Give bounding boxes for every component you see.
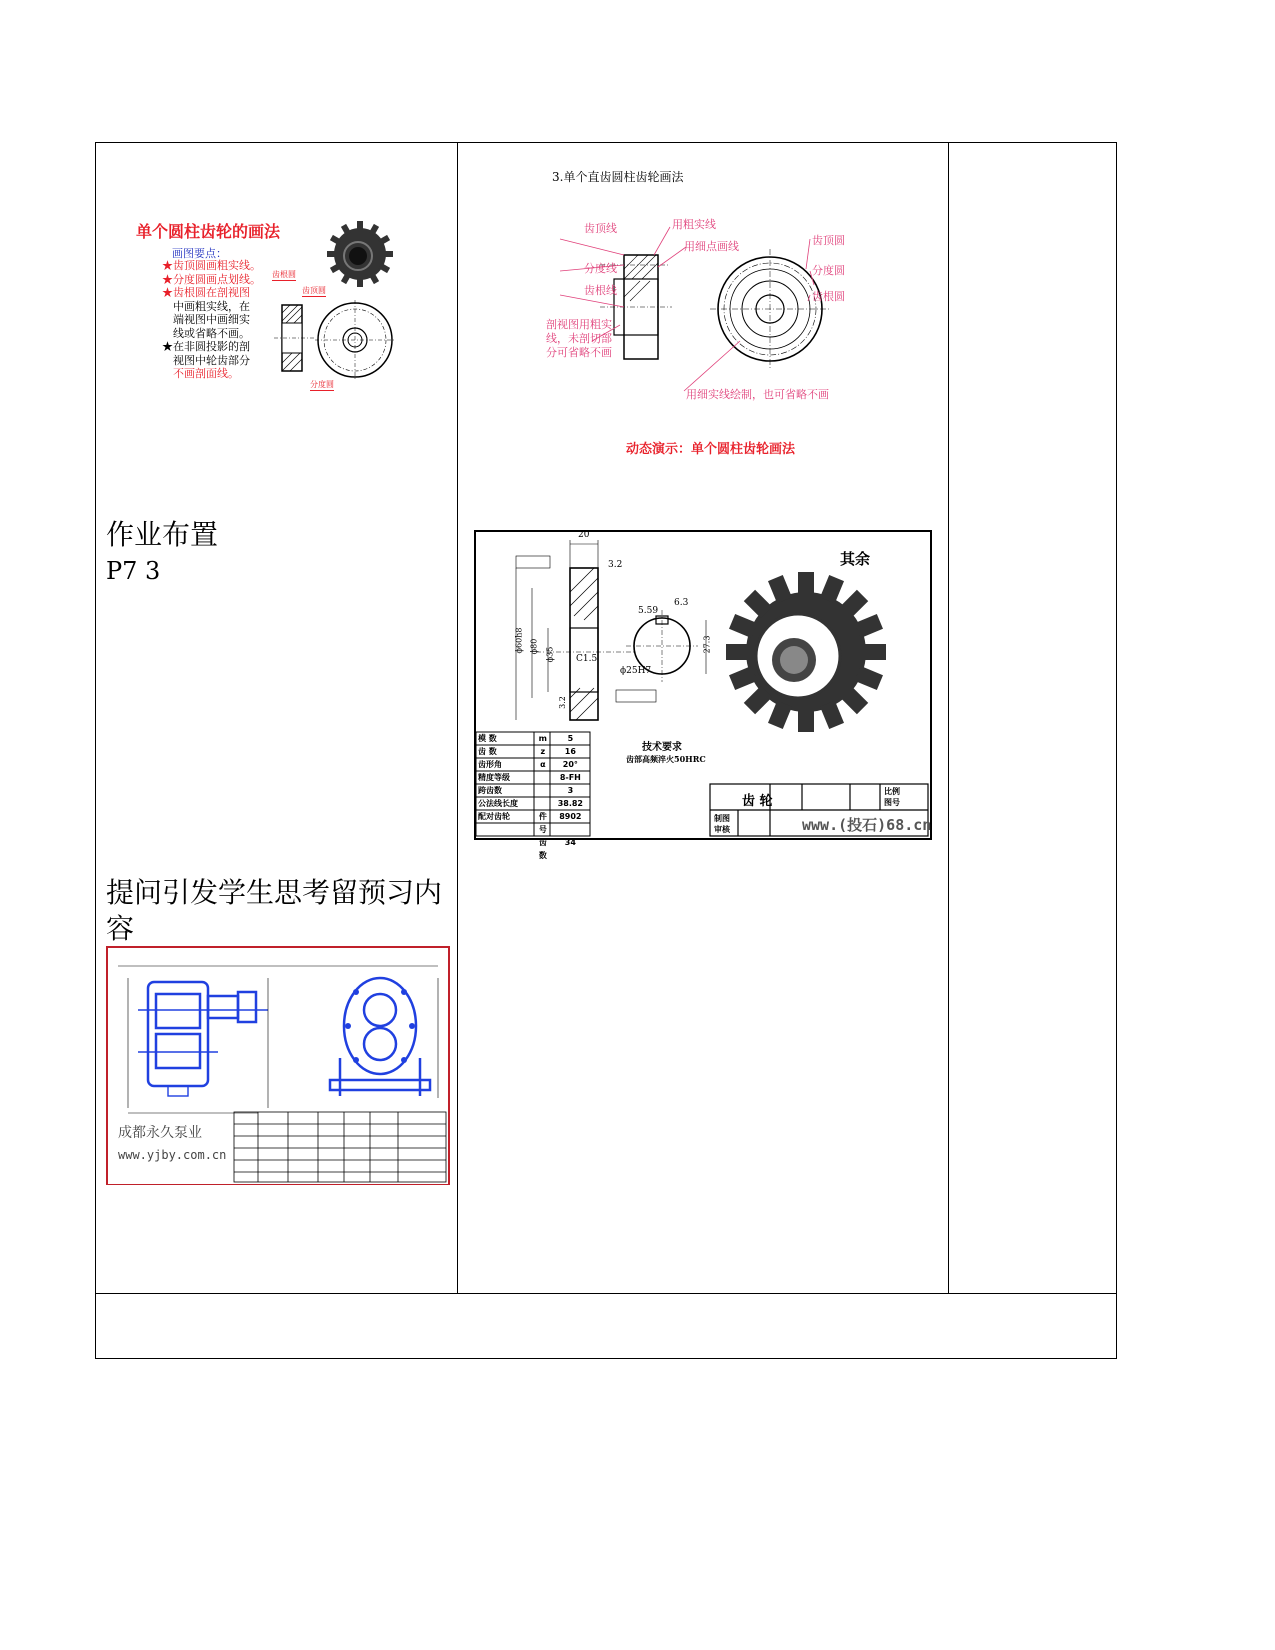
label-thick-line: 用粗实线	[672, 218, 716, 231]
title-block-drawing-no: 图号	[884, 797, 900, 807]
spur-gear-drawing-figure	[540, 205, 860, 405]
label-root-line: 齿根线	[584, 284, 617, 297]
table-col-divider-2	[948, 142, 949, 1293]
table-row: 模 数 m 5	[478, 734, 574, 743]
pump-company-url: www.yjby.com.cn	[118, 1148, 227, 1162]
table-border-top	[96, 142, 1116, 143]
question-text-line1: 提问引发学生思考留预习内	[106, 876, 443, 909]
demo-caption: 动态演示：单个圆柱齿轮画法	[626, 442, 796, 457]
table-row: 跨齿数 3	[478, 786, 574, 795]
table-row: 配对齿轮 件号 8902	[478, 812, 582, 834]
table-row: 齿形角 α 20°	[478, 760, 578, 769]
table-row: 精度等级 8-FH	[478, 773, 581, 782]
homework-title: 作业布置	[106, 518, 219, 551]
table-border-left	[95, 142, 96, 1359]
parameter-table	[476, 732, 590, 862]
gear-pump-assembly-drawing	[106, 946, 450, 1185]
table-row: 公法线长度 38.82	[478, 799, 583, 808]
gear-figure-title: 单个圆柱齿轮的画法	[136, 222, 281, 241]
key-point: 端视图中画细实	[173, 313, 250, 326]
label-bottom-note: 用细实线绘制，也可省略不画	[686, 388, 829, 401]
tech-requirements-text: 齿部高频淬火50HRC	[626, 754, 706, 764]
table-row: 齿数 34	[538, 838, 576, 860]
label-section-note-1: 剖视图用粗实	[546, 318, 612, 331]
dim-bore-fit: ϕ25H7	[620, 666, 652, 676]
label-section-note-2: 线，未剖切部	[546, 332, 612, 345]
dim-keyway-depth: 5.59	[638, 606, 659, 616]
gear-engineering-drawing	[474, 530, 932, 860]
dim-width: 20	[578, 530, 590, 540]
label-root-circle-right: 齿根圆	[812, 290, 845, 303]
label-pitch-circle: 分度圆	[310, 380, 334, 389]
key-points-title: 画图要点：	[172, 247, 227, 260]
pump-company-name: 成都永久泵业	[118, 1125, 202, 1141]
gear-3d-icon	[325, 219, 395, 289]
key-point: ★齿根圆在剖视图	[162, 286, 250, 299]
table-border-right	[1116, 142, 1117, 1359]
label-tip-circle: 齿顶圆	[302, 286, 326, 295]
key-point: 视图中轮齿部分	[173, 353, 250, 367]
dim-keyway-height: 27.3	[702, 635, 712, 654]
dim-hub: ϕ80	[529, 638, 539, 655]
dim-tip-diameter: ϕ60h8	[514, 627, 524, 654]
label-section-note-3: 分可省略不画	[546, 346, 612, 359]
question-text-line2: 容	[106, 912, 135, 945]
section-title: 3.单个直齿圆柱齿轮画法	[552, 170, 684, 184]
dim-bore: ϕ35	[545, 646, 555, 663]
key-points-list	[162, 259, 261, 381]
key-point: 中画粗实线，在	[173, 299, 250, 313]
key-point: ★齿顶圆画粗实线。	[162, 259, 261, 272]
label-pitch-circle-right: 分度圆	[812, 264, 845, 277]
gear-section-view	[270, 293, 320, 383]
tech-requirements-title: 技术要求	[642, 742, 682, 753]
dim-roughness: 3.2	[608, 560, 623, 570]
dim-keyway-width: 6.3	[674, 598, 689, 608]
key-point: 不画剖面线。	[173, 367, 239, 380]
table-row: 齿 数 z 16	[478, 747, 576, 756]
label-tip-line: 齿顶线	[584, 222, 617, 235]
key-point: ★在非圆投影的剖	[162, 340, 250, 353]
gear-end-view	[315, 300, 395, 380]
homework-value: P7 3	[106, 557, 161, 585]
table-border-bottom	[95, 1358, 1117, 1359]
table-col-divider-1	[457, 142, 458, 1293]
key-point: 线或省略不画。	[173, 326, 250, 340]
title-block-drafter: 制图	[714, 813, 730, 823]
table-row-divider	[95, 1293, 1117, 1294]
label-root-circle: 齿根圆	[272, 270, 296, 279]
title-block-scale: 比例	[884, 786, 900, 796]
dim-roughness-bottom: 3.2	[557, 696, 567, 709]
rest-surface-label: 其余	[840, 550, 871, 568]
dim-chamfer: C1.5	[576, 654, 598, 664]
label-pitch-line: 分度线	[584, 262, 617, 275]
part-name: 齿 轮	[742, 794, 773, 809]
key-point: ★分度圆画点划线。	[162, 272, 261, 286]
title-block-reviewer: 审核	[714, 824, 730, 834]
label-tip-circle-right: 齿顶圆	[812, 234, 845, 247]
watermark: www.(投石)68.cn	[802, 816, 932, 834]
gear-drawing-method-figure	[130, 215, 370, 395]
label-thin-dash-line: 用细点画线	[684, 240, 739, 253]
